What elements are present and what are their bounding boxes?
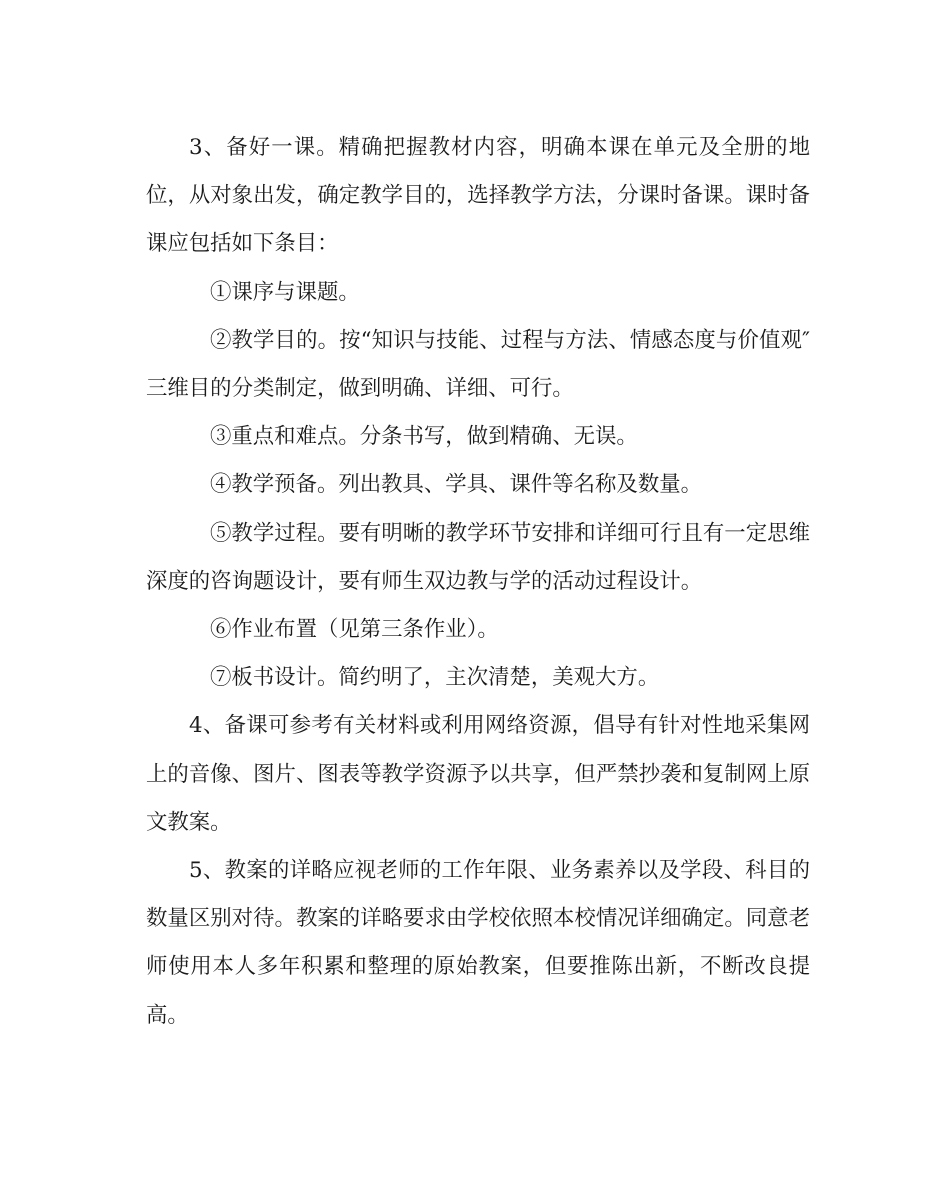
list-item-blackboard-design: ⑦板书设计。简约明了，主次清楚，美观大方。 (210, 665, 660, 691)
paragraph-4-resources: 4、备课可参考有关材料或利用网络资源，倡导有针对性地采集网上的音像、图片、图表等教学资源予以共享，但严禁抄袭和复制网上原文教案。 (146, 713, 810, 835)
list-item-teaching-process: ⑤教学过程。要有明晰的教学环节安排和详细可行且有一定思维深度的咨询题设计，要有师生双边教与学的活动过程设计。 (146, 520, 810, 594)
list-item-lesson-topic: ①课序与课题。 (210, 279, 360, 305)
list-item-teaching-preparation: ④教学预备。列出教具、学具、课件等名称及数量。 (210, 472, 702, 498)
list-item-homework: ⑥作业布置（见第三条作业）。 (210, 617, 499, 643)
list-item-key-points: ③重点和难点。分条书写，做到精确、无误。 (210, 424, 638, 450)
paragraph-3-prepare-lesson: 3、备好一课。精确把握教材内容，明确本课在单元及全册的地位，从对象出发，确定教学目的，选择教学方法，分课时备课。课时备课应包括如下条目： (146, 135, 810, 257)
list-item-teaching-goals: ②教学目的。按“知识与技能、过程与方法、情感态度与价值观″三维目的分类制定，做到明确、详细、可行。 (146, 327, 810, 402)
paragraph-5-lesson-plan-detail: 5、教案的详略应视老师的工作年限、业务素养以及学段、科目的数量区别对待。教案的详略要求由学校依照本校情况详细确定。同意老师使用本人多年积累和整理的原始教案，但要推陈出新，不断改良提高。 (146, 858, 810, 1028)
document-body (146, 124, 810, 1040)
